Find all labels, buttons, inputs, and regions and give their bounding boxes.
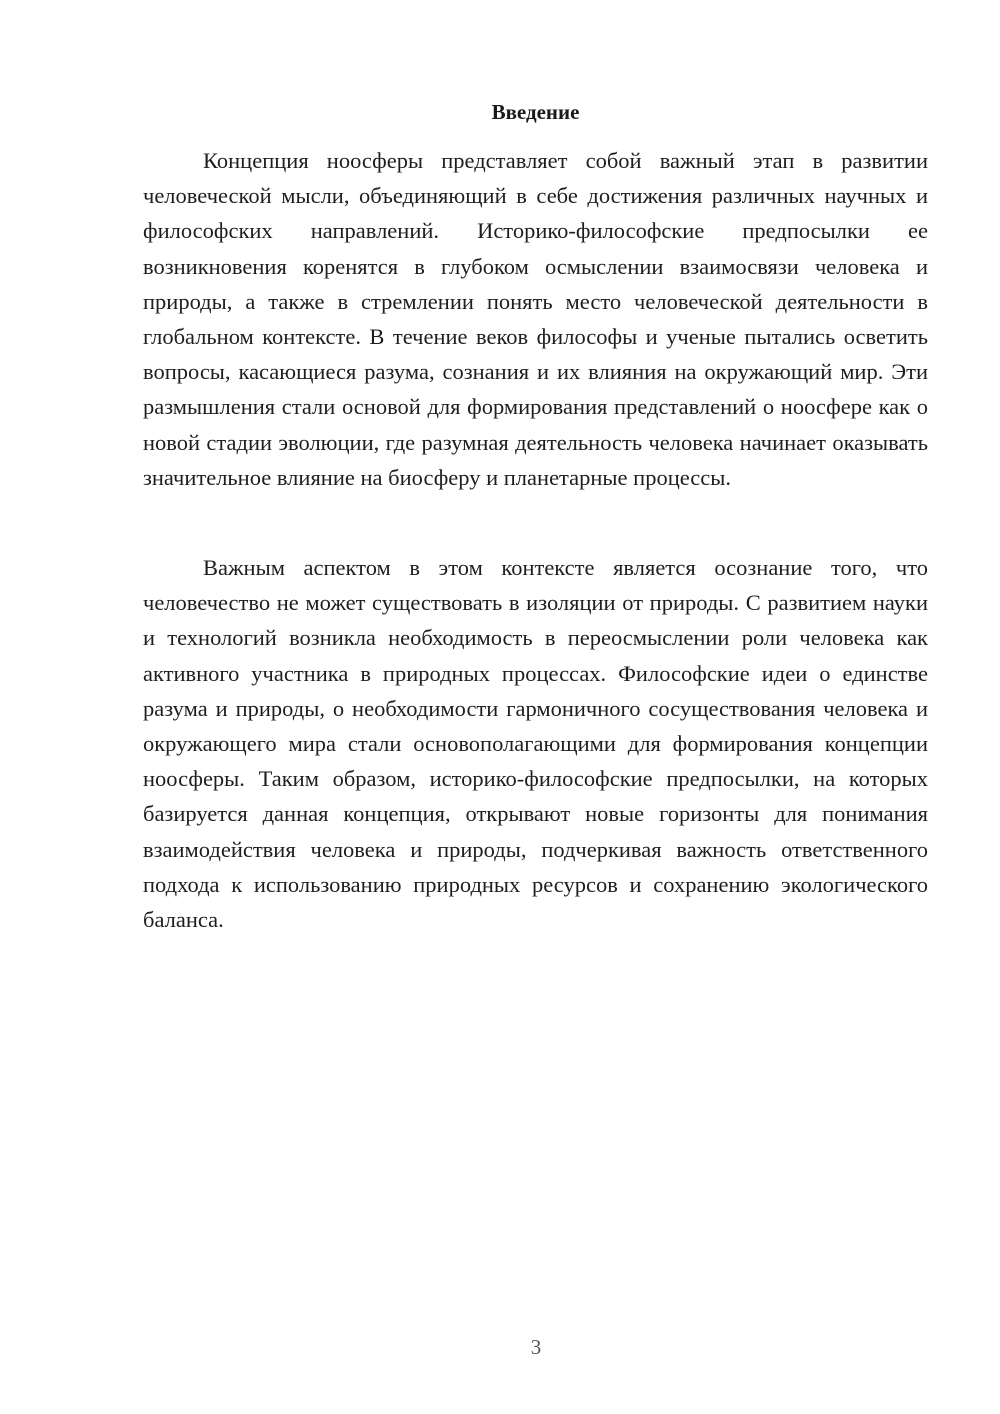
page-title: Введение: [491, 100, 580, 124]
body-paragraph-1: Концепция ноосферы представляет собой важный этап в развитии человеческой мысли, объединяющий в себе достижения различных научных и философских направлений. Историко-философские предпосылки ее возникновения коренятся в глубоком осмыслении взаимосвязи человека и природы, а также в стремлении понять место человеческой деятельности в глобальном контексте. В течение веков философы и ученые пытались осветить вопросы, касающиеся разума, сознания и их влияния на окружающий мир. Эти размышления стали основой для формирования представлений о ноосфере как о новой стадии эволюции, где разумная деятельность человека начинает оказывать значительное влияние на биосферу и планетарные процессы.: [143, 148, 928, 490]
page-number: 3: [530, 1335, 542, 1359]
body-paragraph-2: Важным аспектом в этом контексте является осознание того, что человечество не может существовать в изоляции от природы. С развитием науки и технологий возникла необходимость в переосмыслении роли человека как активного участника в природных процессах. Философские идеи о единстве разума и природы, о необходимости гармоничного сосуществования человека и окружающего мира стали основополагающими для формирования концепции ноосферы. Таким образом, историко-философские предпосылки, на которых базируется данная концепция, открывают новые горизонты для понимания взаимодействия человека и природы, подчеркивая важность ответственного подхода к использованию природных ресурсов и сохранению экологического баланса.: [143, 555, 928, 933]
